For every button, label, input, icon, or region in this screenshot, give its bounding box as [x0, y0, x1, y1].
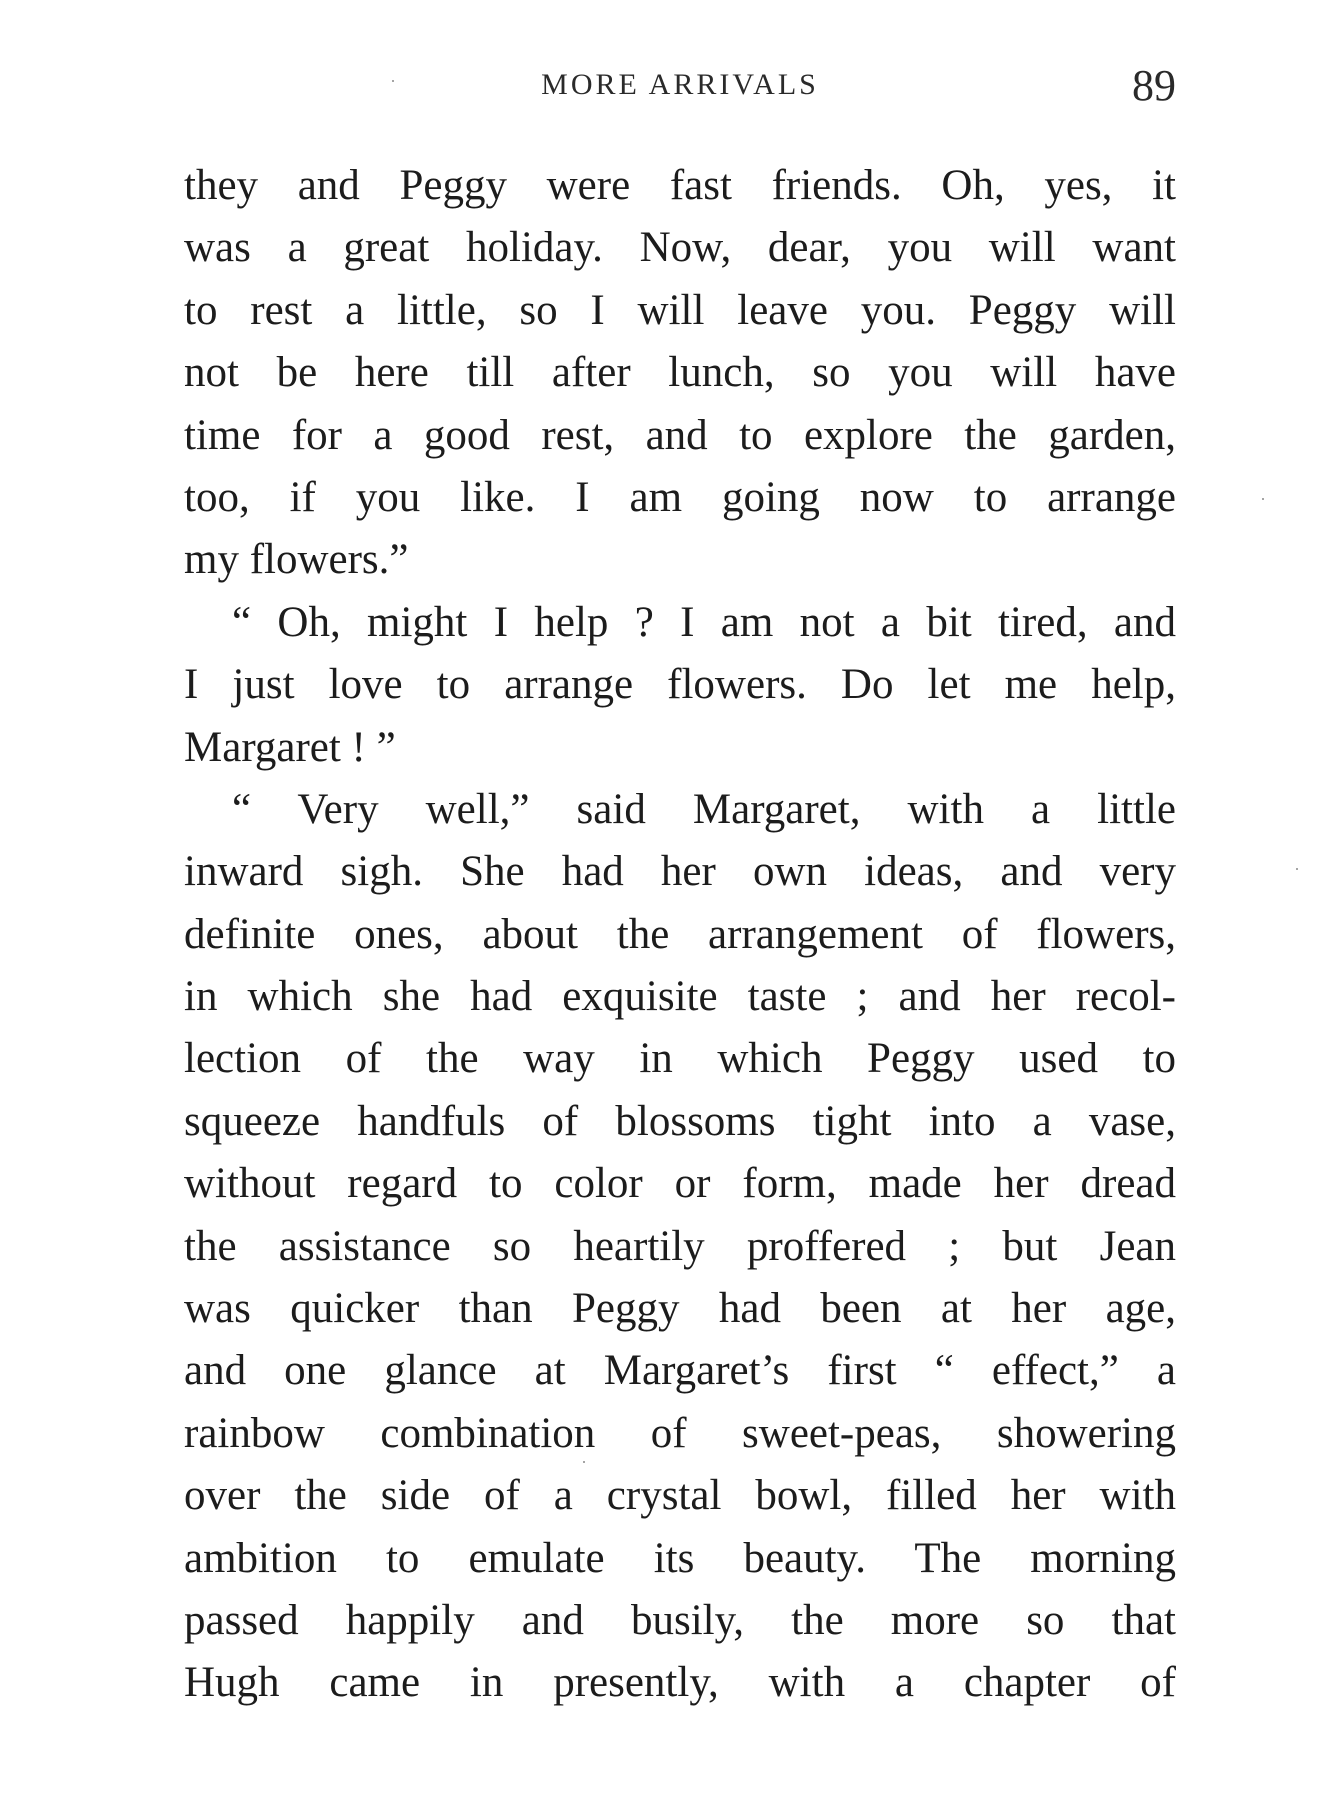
text-line: the assistance so heartily proffered ; but Jean: [184, 1222, 1176, 1270]
text-line: over the side of a crystal bowl, filled her with: [184, 1472, 1176, 1520]
text-line: to rest a little, so I will leave you. Peggy will: [184, 286, 1176, 334]
page-number: 89: [1132, 61, 1176, 110]
running-head: [184, 60, 1176, 120]
text-line: rainbow combination of sweet-peas, showering: [184, 1409, 1176, 1457]
running-title: MORE ARRIVALS: [541, 68, 819, 101]
text-line: I just love to arrange flowers. Do let me help,: [184, 661, 1176, 709]
text-line: too, if you like. I am going now to arrange: [184, 473, 1176, 521]
scan-speck: [1262, 498, 1264, 500]
text-line: and one glance at Margaret’s first “ effect,” a: [184, 1347, 1176, 1395]
body-text: [184, 155, 1176, 1715]
text-line: they and Peggy were fast friends. Oh, yes, it: [184, 162, 1176, 209]
text-line: Margaret ! ”: [184, 723, 396, 771]
text-line: in which she had exquisite taste ; and her recol-: [184, 973, 1176, 1021]
text-line: passed happily and busily, the more so that: [184, 1596, 1176, 1644]
text-line: squeeze handfuls of blossoms tight into a vase,: [184, 1097, 1176, 1145]
text-line: my flowers.”: [184, 536, 409, 584]
text-line: “ Oh, might I help ? I am not a bit tired, and: [232, 598, 1176, 646]
text-line: “ Very well,” said Margaret, with a little: [232, 785, 1176, 833]
text-line: without regard to color or form, made her dread: [184, 1160, 1176, 1208]
text-line: ambition to emulate its beauty. The morning: [184, 1534, 1176, 1582]
text-line: not be here till after lunch, so you will have: [184, 349, 1176, 397]
text-line: time for a good rest, and to explore the garden,: [184, 411, 1176, 459]
text-line: lection of the way in which Peggy used to: [184, 1035, 1176, 1083]
text-line: was a great holiday. Now, dear, you will want: [184, 224, 1176, 272]
scan-speck: [392, 80, 394, 82]
text-line: Hugh came in presently, with a chapter of: [184, 1659, 1176, 1707]
scan-speck: [583, 1461, 585, 1463]
scan-speck: [1296, 868, 1298, 870]
text-line: inward sigh. She had her own ideas, and very: [184, 848, 1176, 896]
text-line: was quicker than Peggy had been at her age,: [184, 1285, 1176, 1333]
text-line: definite ones, about the arrangement of flowers,: [184, 910, 1176, 958]
